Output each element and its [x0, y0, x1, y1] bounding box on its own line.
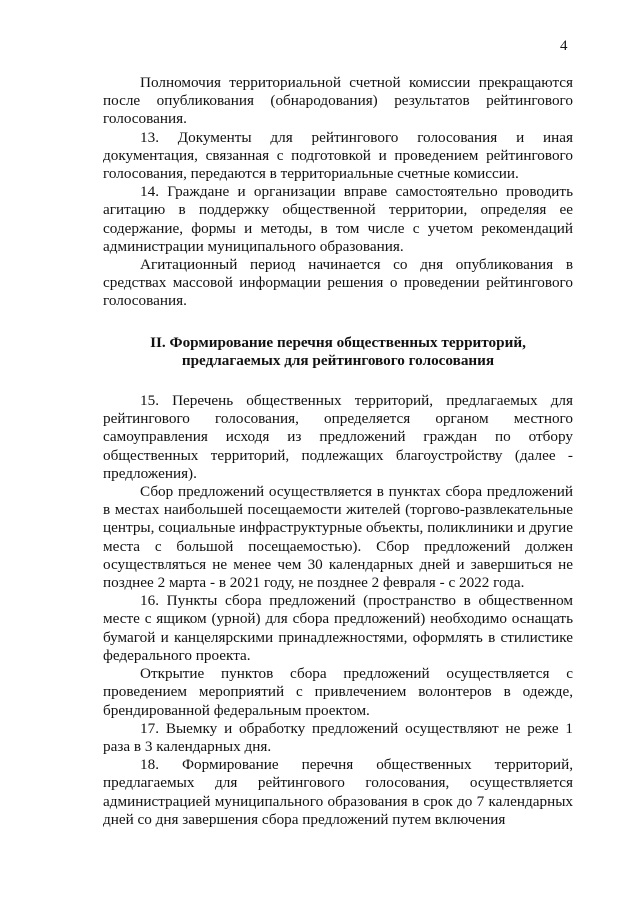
section-heading-line-1: II. Формирование перечня общественных территорий, [150, 333, 526, 351]
section-heading-line-2: предлагаемых для рейтингового голосования [181, 351, 495, 369]
page-number: 4 [560, 38, 568, 54]
paragraph-commission-powers: Полномочия территориальной счетной комиссии прекращаются после опубликования (обнародования) результатов рейтингового голосования. [103, 74, 573, 128]
paragraph-17: 17. Выемку и обработку предложений осуществляют не реже 1 раза в 3 календарных дня. [103, 719, 573, 755]
document-body [103, 74, 573, 829]
paragraph-collection: Сбор предложений осуществляется в пунктах сбора предложений в местах наибольшей посещаемости жителей (торгово-развлекательные центры, социальные инфраструктурные объекты, поликлиники и другие места с большой посещаемостью). Сбор предложений должен осуществляться не менее чем 30 календарных дней и завершиться не позднее 2 марта - в 2021 году, не позднее 2 февраля - с 2022 года. [103, 483, 573, 592]
paragraph-15: 15. Перечень общественных территорий, предлагаемых для рейтингового голосования, определяется органом местного самоуправления исходя из предложений граждан по отбору общественных территорий, подлежащих благоустройству (далее - предложения). [103, 392, 573, 482]
section-heading [103, 334, 573, 370]
paragraph-agitation-period: Агитационный период начинается со дня опубликования в средствах массовой информации решения о проведении рейтингового голосования. [103, 256, 573, 310]
paragraph-13: 13. Документы для рейтингового голосования и иная документация, связанная с подготовкой и проведением рейтингового голосования, передаются в территориальные счетные комиссии. [103, 128, 573, 183]
paragraph-opening: Открытие пунктов сбора предложений осуществляется с проведением мероприятий с привлечением волонтеров в одежде, брендированной федеральным проектом. [103, 665, 573, 719]
paragraph-14: 14. Граждане и организации вправе самостоятельно проводить агитацию в поддержку общественной территории, определяя ее содержание, формы и методы, в том числе с учетом рекомендаций администрации муниципального образования. [103, 183, 573, 255]
paragraph-18: 18. Формирование перечня общественных территорий, предлагаемых для рейтингового голосования, осуществляется администрацией муниципального образования в срок до 7 календарных дней со дня завершения сбора предложений путем включения [103, 756, 573, 828]
paragraph-16: 16. Пункты сбора предложений (пространство в общественном месте с ящиком (урной) для сбора предложений) необходимо оснащать бумагой и канцелярскими принадлежностями, оформлять в стилистике федерального проекта. [103, 592, 573, 664]
